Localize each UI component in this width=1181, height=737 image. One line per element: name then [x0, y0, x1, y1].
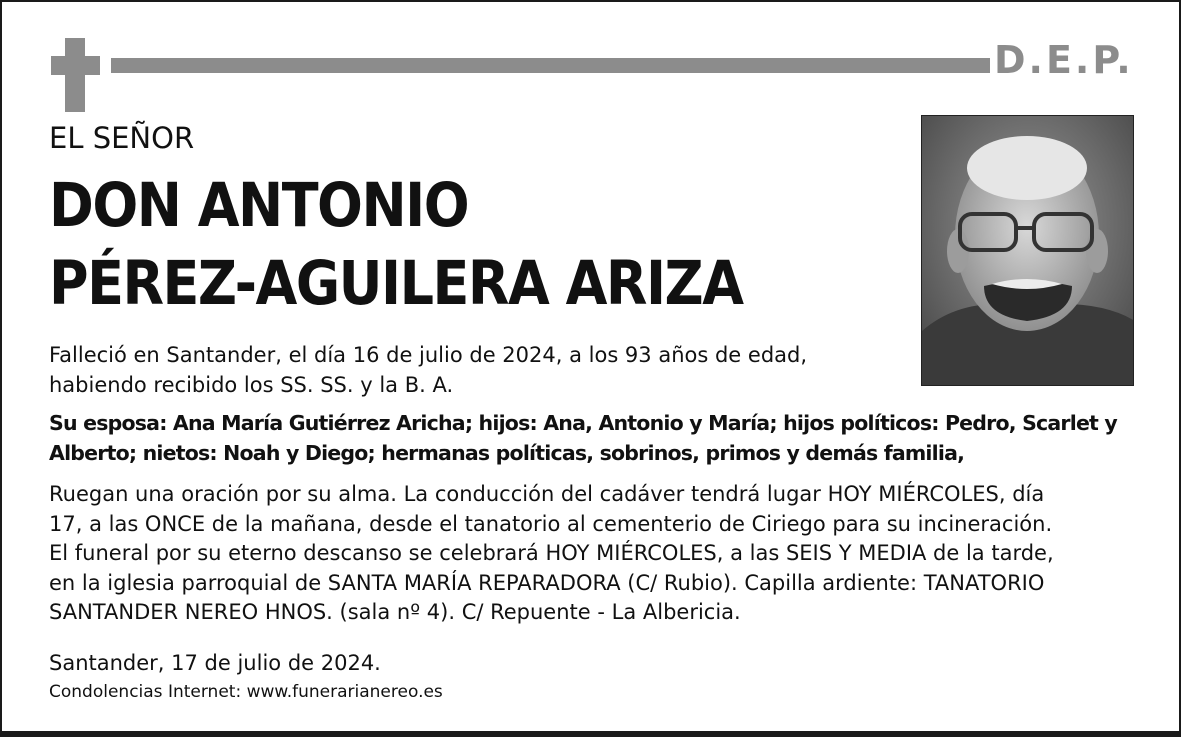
family-line: Alberto; nietos: Noah y Diego; hermanas políticas, sobrinos, primos y demás familia, — [49, 440, 965, 465]
ceremony-line: Ruegan una oración por su alma. La conducción del cadáver tendrá lugar HOY MIÉRCOLES, día — [49, 482, 1045, 506]
ceremony-line: SANTANDER NEREO HNOS. (sala nº 4). C/ Repuente - La Albericia. — [49, 600, 741, 624]
ceremony-line: en la iglesia parroquial de SANTA MARÍA REPARADORA (C/ Rubio). Capilla ardiente: TANATORIO — [49, 570, 1045, 595]
death-notice-line: Falleció en Santander, el día 16 de julio de 2024, a los 93 años de edad, — [49, 343, 808, 367]
ceremony-line: El funeral por su eterno descanso se celebrará HOY MIÉRCOLES, a las SEIS Y MEDIA de la tarde, — [49, 541, 1054, 565]
date-place: Santander, 17 de julio de 2024. — [49, 651, 381, 675]
family-list — [49, 409, 1139, 468]
ceremony-details — [49, 480, 1139, 628]
deceased-name-line2: PÉREZ-AGUILERA ARIZA — [49, 247, 743, 319]
ceremony-line: 17, a las ONCE de la mañana, desde el tanatorio al cementerio de Ciriego para su incineración. — [49, 511, 1053, 536]
death-notice — [49, 341, 1139, 400]
death-notice-line: habiendo recibido los SS. SS. y la B. A. — [49, 372, 454, 397]
header-rule — [111, 58, 990, 73]
cross-icon-arm — [51, 56, 100, 75]
cross-icon — [65, 38, 85, 112]
condolences-link[interactable]: Condolencias Internet: www.funerarianereo.es — [49, 682, 443, 702]
deceased-name-line1: DON ANTONIO — [49, 169, 469, 241]
dep-heading: D.E.P. — [994, 38, 1134, 82]
title-prefix: EL SEÑOR — [49, 121, 195, 155]
family-line: Su esposa: Ana María Gutiérrez Aricha; hijos: Ana, Antonio y María; hijos políticos: Pedro, Scarlet y — [49, 411, 1117, 435]
